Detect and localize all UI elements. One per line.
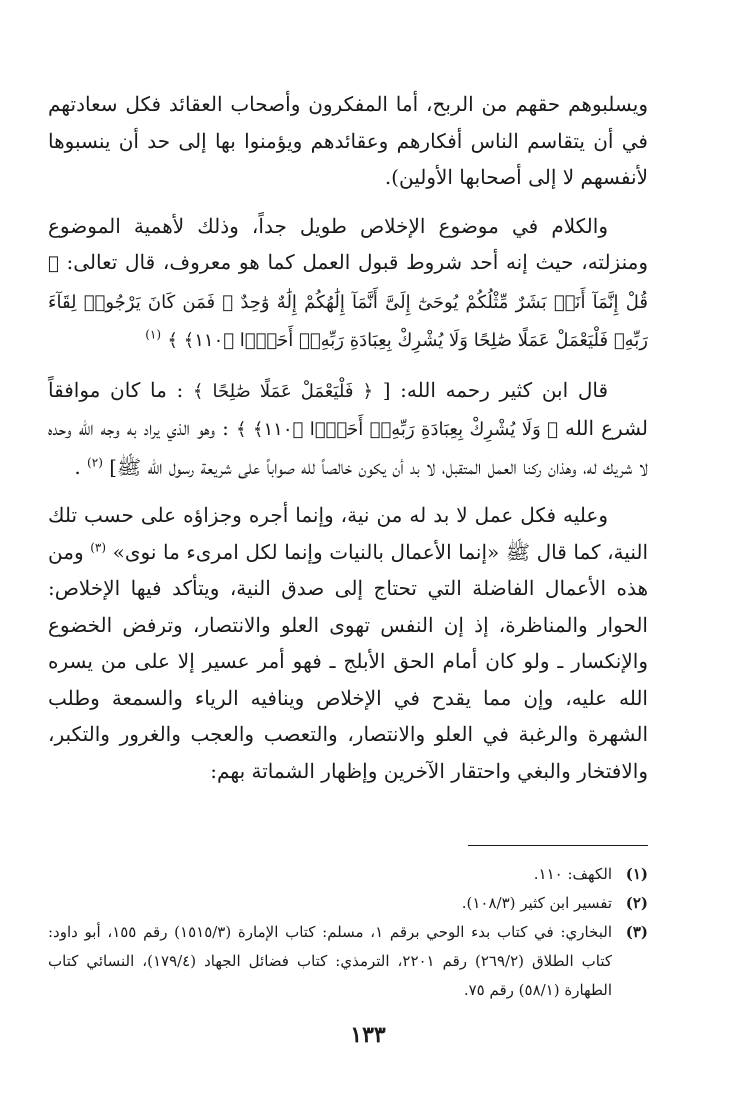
paragraph-2-text: والكلام في موضوع الإخلاص طويل جداً، وذلك لأهمية الموضوع ومنزلته، حيث إنه أحد شروط قبول العمل كما هو معروف، قال تعالى: [48,213,648,274]
footnote-item [48,918,648,1005]
footnote-ref-2: (٢) [87,454,103,469]
paragraph-2 [48,208,648,360]
paragraph-3-intro: قال ابن كثير رحمه الله: [ [382,377,609,402]
footnote-number: (٢) [625,894,648,912]
paragraph-3 [48,372,648,486]
quran-verse-fragment-2: ﴿ وَلَا يُشْرِكْ بِعِبَادَةِ رَبِّهِۦٓ أَحَدًۢا ﴿١١٠﴾ ﴾ [235,419,558,440]
quran-verse-fragment-1: ﴿ فَلْيَعْمَلْ عَمَلًا صَٰلِحًا ﴾ [192,380,374,402]
quran-verse-kahf-110: ﴿ قُلْ إِنَّمَآ أَنَا۠ بَشَرٌ مِّثْلُكُمْ يُوحَىٰٓ إِلَىَّ أَنَّمَآ إِلَٰهُكُمْ إِلَٰهٌ وَٰحِدٌ ۖ فَمَن كَانَ يَرْجُوا۟ لِقَآءَ رَبِّهِۦ فَلْيَعْمَلْ عَمَلًا صَٰلِحًا وَلَا يُشْرِكْ بِعِبَادَةِ رَبِّهِۦٓ أَحَدًۢا ﴿١١٠﴾ ﴾ [48,253,648,351]
page-number: ١٣٣ [350,1022,386,1048]
footnote-item [48,860,648,889]
paragraph-4 [48,497,648,789]
main-text [48,86,648,801]
footnote-number: (١) [625,865,648,883]
footnote-ref-3: (٣) [90,539,107,554]
footnote-text: البخاري: في كتاب بدء الوحي برقم ١، مسلم: كتاب الإمارة (١٥١٥/٣) رقم ١٥٥، أبو داود: كتاب الطلاق (٢٦٩/٢) رقم ٢٢٠١، الترمذي: كتاب فضائل الجهاد (١٧٩/٤)، النسائي كتاب الطهارة (٥٨/١) رقم ٧٥. [48,923,612,999]
footnote-item [48,889,648,918]
paragraph-3-end: . [74,454,81,479]
footnote-divider [468,845,648,846]
paragraph-4-text: ومن هذه الأعمال الفاضلة التي تحتاج إلى صدق النية، ويتأكد فيها الإخلاص: الحوار والمناظرة، إذ إن النفس تهوى العلو والانتصار، وترفض الخضوع والإنكسار ـ ولو كان أمام الحق الأبلج ـ فهو أمر عسير إلا على من يسره الله عليه، وإن مما يقدح في الإخلاص وينافيه الرياء والسمعة وطلب الشهرة والرغبة في العلو والانتصار، والتعصب والعجب والغرور والتكبر، والافتخار والبغي واحتقار الآخرين وإظهار الشماتة بهم: [48,539,648,783]
paragraph-1 [48,86,648,196]
footnote-ref-1: (١) [145,327,162,342]
paragraph-4-hadith: وعليه فكل عمل لا بد له من نية، وإنما أجره وجزاؤه على حسب تلك النية، كما قال ﷺ «إنما الأعمال بالنيات وإنما لكل امرىء ما نوى» [48,503,649,564]
paragraph-1-text: ويسلبوهم حقهم من الربح، أما المفكرون وأصحاب العقائد فكل سعادتهم في أن يتقاسم الناس أفكارهم وعقائدهم ويؤمنوا بها إلى حد أن ينسبوها لأنفسهم لا إلى أصحابها الأولين). [48,92,648,189]
footnote-text: تفسير ابن كثير (١٠٨/٣). [461,894,612,912]
footnote-text: الكهف: ١١٠. [533,865,612,883]
paragraph-3-middle: : ما كان موافقاً لشرع الله [48,377,649,440]
paragraph-3-rest: : وهو الذي يراد به وجه الله وحده لا شريك له، وهذان ركنا العمل المتقبل، لا بد أن يكون خالصاً لله صواباً على شريعة رسول الله ﷺ] [48,416,648,479]
footnotes [48,860,648,1005]
footnote-number: (٣) [625,923,648,941]
